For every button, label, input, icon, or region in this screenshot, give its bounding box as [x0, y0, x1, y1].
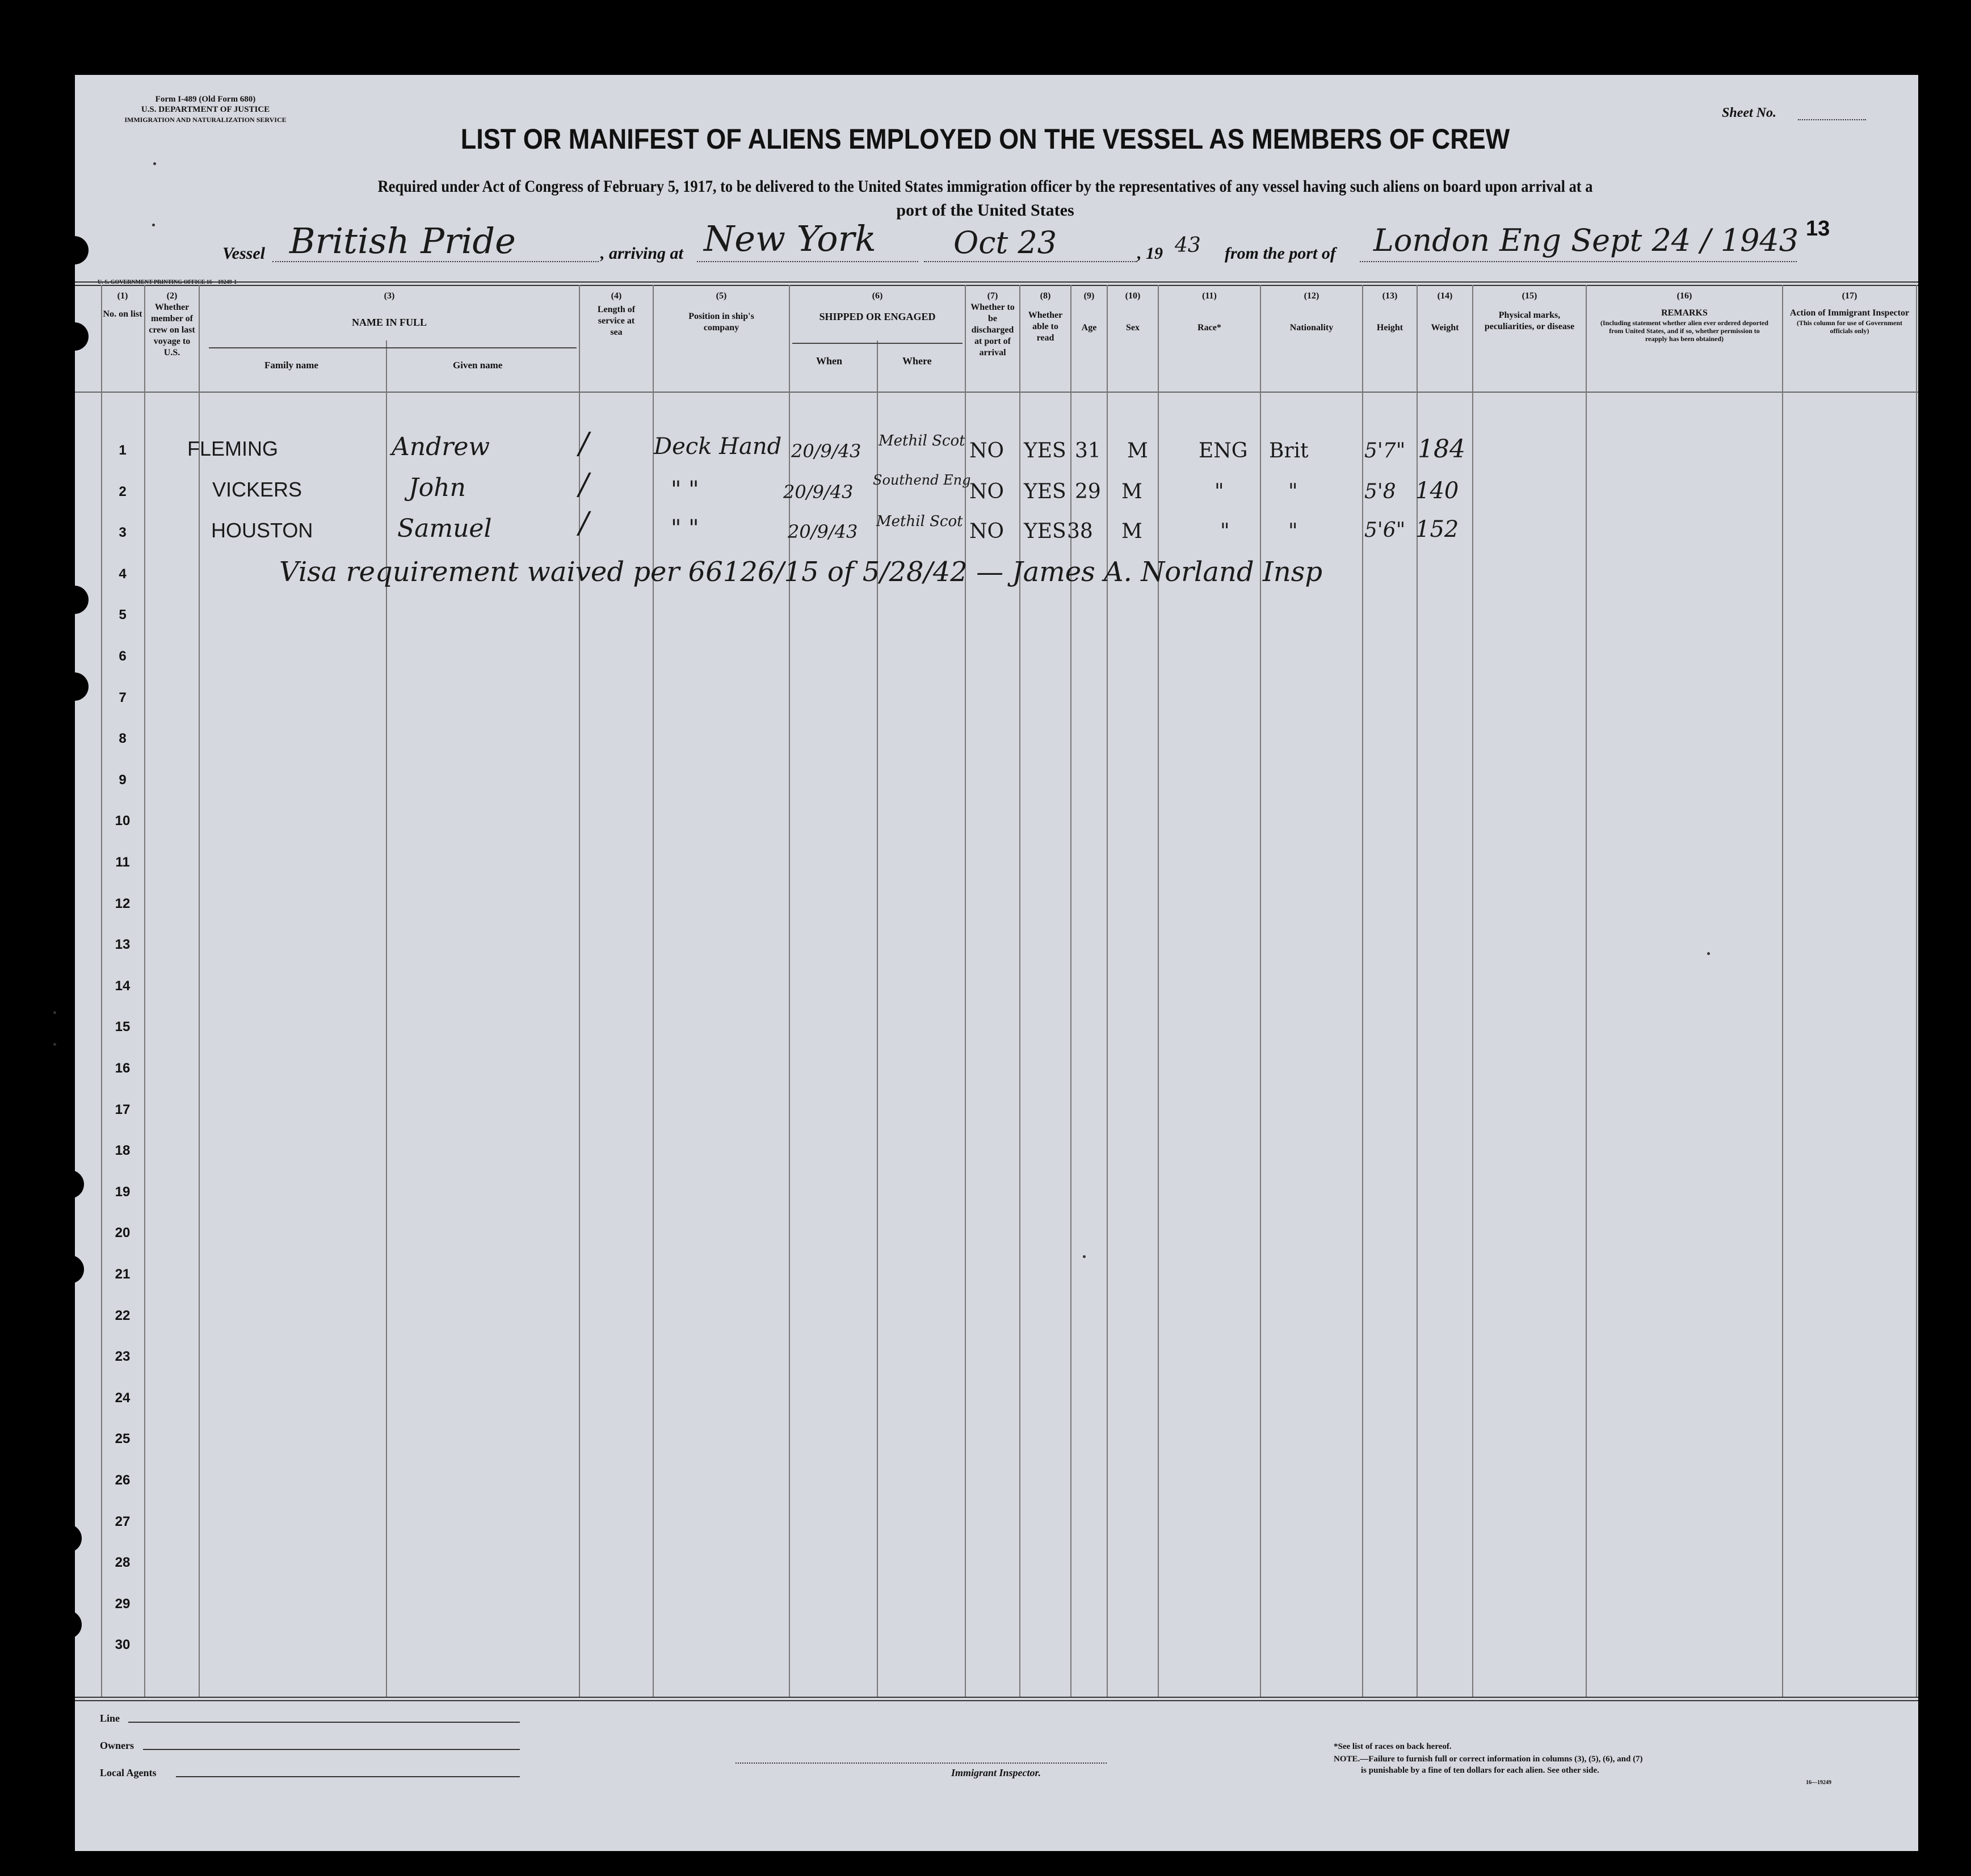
sheet-number: 13 — [1806, 217, 1830, 241]
row-number: 16 — [115, 1061, 131, 1076]
family-name-header: Family name — [264, 360, 318, 371]
column-header-6: (6) SHIPPED OR ENGAGED — [819, 291, 936, 322]
race-cell: ENG — [1199, 439, 1248, 462]
nationality-cell: Brit — [1269, 439, 1309, 462]
given-name-cell: Samuel — [397, 514, 492, 543]
page-title: LIST OR MANIFEST OF ALIENS EMPLOYED ON THE VESSEL AS MEMBERS OF CREW — [460, 123, 1510, 155]
column-header-11: (11) Race* — [1197, 291, 1221, 333]
height-cell: 5'7" — [1364, 439, 1406, 462]
punch-hole — [56, 1170, 84, 1198]
arrival-date: Oct 23 — [953, 225, 1057, 260]
agents-rule — [176, 1776, 520, 1777]
column-header-17: (17) Action of Immigrant Inspector (This column for use of Government officials only) — [1789, 291, 1910, 335]
where-cell: Southend Eng — [873, 472, 971, 488]
when-cell: 20/9/43 — [791, 440, 861, 462]
discharged-cell: NO — [969, 439, 1005, 462]
age-cell: 38 — [1067, 520, 1093, 543]
departure-port: London Eng Sept 24 / 1943 — [1373, 222, 1799, 258]
age-cell: 29 — [1075, 480, 1101, 503]
row-number: 21 — [115, 1267, 131, 1282]
column-header-8: (8) Whether able to read — [1028, 291, 1063, 343]
name-subheader-rule — [209, 347, 577, 348]
row-number: 29 — [115, 1596, 131, 1612]
vessel-label: Vessel — [222, 244, 265, 263]
arriving-port: New York — [704, 218, 876, 259]
header-bottom-rule — [75, 392, 1918, 393]
punch-hole — [53, 1610, 82, 1639]
subtitle-line-1: Required under Act of Congress of February 5, 1917, to be delivered to the United States immigration officer by the representatives of any vessel having such aliens on board upon arrival at a — [377, 177, 1593, 196]
nationality-cell: " — [1288, 520, 1298, 543]
given-name-cell: John — [409, 473, 466, 502]
service-name: IMMIGRATION AND NATURALIZATION SERVICE — [124, 116, 287, 124]
position-cell: Deck Hand — [654, 434, 782, 460]
family-name-cell: VICKERS — [212, 478, 302, 501]
column-header-14: (14) Weight — [1431, 291, 1459, 333]
column-line — [144, 285, 145, 1697]
sheet-line — [1798, 119, 1866, 120]
service-cell: / — [579, 506, 589, 540]
service-cell: / — [579, 427, 589, 461]
when-header: When — [816, 355, 843, 367]
column-line — [1260, 285, 1261, 1697]
table-bottom-rule — [75, 1697, 1918, 1698]
subtitle-line-2: port of the United States — [896, 201, 1074, 220]
discharged-cell: NO — [969, 480, 1005, 503]
visa-waiver-note: Visa requirement waived per 66126/15 of 5/28/42 — James A. Norland Insp — [279, 556, 1323, 588]
column-line — [1107, 285, 1108, 1697]
punch-hole — [60, 586, 89, 614]
arriving-line — [697, 261, 918, 262]
fine-note-line-2: is punishable by a fine of ten dollars for each alien. See other side. — [1361, 1766, 1599, 1775]
year-prefix: , 19 — [1137, 244, 1163, 263]
row-number: 6 — [119, 649, 127, 664]
race-cell: " — [1214, 480, 1224, 503]
given-name-header: Given name — [453, 360, 503, 371]
column-header-13: (13) Height — [1376, 291, 1403, 333]
family-name-cell: HOUSTON — [211, 519, 313, 542]
date-line — [924, 261, 1137, 262]
row-number: 15 — [115, 1019, 131, 1034]
owners-rule — [143, 1749, 520, 1750]
line-label: Line — [100, 1713, 120, 1724]
position-cell: " " — [671, 477, 699, 503]
stray-mark — [53, 1043, 56, 1046]
column-header-7: (7) Whether to be discharged at port of arrival — [970, 291, 1015, 357]
stray-mark — [1083, 1255, 1086, 1258]
column-header-12: (12) Nationality — [1289, 291, 1334, 333]
read-cell: YES — [1024, 439, 1066, 462]
row-number: 4 — [119, 566, 127, 582]
column-header-1: (1) No. on list — [103, 291, 142, 319]
row-number: 20 — [115, 1225, 131, 1240]
height-cell: 5'6" — [1364, 519, 1406, 542]
row-number: 17 — [115, 1102, 131, 1117]
read-cell: YES — [1024, 520, 1066, 543]
column-header-15: (15) Physical marks, peculiarities, or disease — [1484, 291, 1575, 331]
column-header-3: (3) NAME IN FULL — [351, 291, 427, 328]
column-line — [877, 340, 878, 1697]
shipped-subheader-rule — [792, 343, 963, 344]
department-name: U.S. DEPARTMENT OF JUSTICE — [141, 105, 270, 114]
weight-cell: 152 — [1415, 516, 1459, 542]
sheet-label: Sheet No. — [1722, 106, 1776, 120]
stray-mark — [153, 162, 156, 165]
inspector-signature-line — [736, 1763, 1107, 1764]
when-cell: 20/9/43 — [783, 481, 854, 503]
column-line — [1070, 285, 1071, 1697]
row-number: 12 — [115, 896, 131, 911]
row-number: 19 — [115, 1184, 131, 1200]
race-cell: " — [1220, 520, 1230, 543]
row-number: 10 — [115, 813, 131, 828]
from-line — [1360, 261, 1797, 262]
row-number: 9 — [119, 772, 127, 788]
stray-mark — [53, 1011, 56, 1014]
punch-hole — [60, 672, 89, 701]
stray-mark — [152, 224, 155, 226]
row-number: 7 — [119, 690, 127, 705]
column-line — [199, 285, 200, 1697]
row-number: 2 — [119, 484, 127, 499]
row-number: 18 — [115, 1143, 131, 1158]
column-header-10: (10) Sex — [1125, 291, 1141, 333]
inspector-label: Immigrant Inspector. — [951, 1767, 1041, 1778]
row-number: 30 — [115, 1637, 131, 1652]
local-agents-label: Local Agents — [100, 1767, 157, 1778]
when-cell: 20/9/43 — [788, 521, 858, 542]
arriving-label: , arriving at — [600, 244, 683, 263]
row-number: 8 — [119, 731, 127, 746]
row-number: 1 — [119, 443, 127, 458]
punch-hole — [53, 1524, 82, 1553]
column-header-16: (16) REMARKS (Including statement whether alien ever ordered deported from United States, and if so, whether permission to reapply has been obtained) — [1600, 291, 1768, 343]
height-cell: 5'8 — [1364, 480, 1396, 503]
column-line — [1362, 285, 1363, 1697]
weight-cell: 140 — [1415, 478, 1459, 504]
where-cell: Methil Scot — [876, 513, 963, 530]
sex-cell: M — [1121, 520, 1142, 543]
column-header-5: (5) Position in ship's company — [688, 291, 754, 333]
column-line — [965, 285, 966, 1697]
position-cell: " " — [671, 515, 699, 541]
punch-hole — [60, 322, 89, 351]
row-number: 11 — [115, 855, 130, 870]
weight-cell: 184 — [1418, 435, 1465, 464]
fine-note-line-1: NOTE.—Failure to furnish full or correct information in columns (3), (5), (6), and (7) — [1334, 1755, 1643, 1764]
column-line — [1019, 285, 1020, 1697]
sex-cell: M — [1127, 439, 1148, 462]
column-line — [1472, 285, 1473, 1697]
line-rule — [128, 1722, 520, 1723]
vessel-name: British Pride — [289, 220, 516, 262]
row-number: 5 — [119, 607, 127, 622]
from-label: from the port of — [1225, 244, 1336, 263]
form-id: Form I-489 (Old Form 680) — [155, 95, 256, 104]
row-number: 25 — [115, 1431, 131, 1446]
where-cell: Methil Scot — [879, 432, 965, 449]
row-number: 13 — [115, 937, 131, 952]
read-cell: YES — [1024, 480, 1066, 503]
row-number: 23 — [115, 1349, 131, 1364]
given-name-cell: Andrew — [392, 432, 490, 461]
nationality-cell: " — [1288, 480, 1298, 503]
owners-label: Owners — [100, 1740, 134, 1751]
stray-mark — [1707, 952, 1710, 955]
sex-cell: M — [1121, 480, 1142, 503]
column-header-9: (9) Age — [1081, 291, 1097, 333]
column-line — [1782, 285, 1783, 1697]
where-header: Where — [902, 355, 932, 367]
table-top-rule — [75, 281, 1918, 283]
punch-hole — [60, 236, 89, 264]
table-top-rule — [75, 285, 1918, 286]
column-header-4: (4) Length of service at sea — [597, 291, 636, 337]
row-number: 27 — [115, 1514, 131, 1529]
age-cell: 31 — [1075, 439, 1101, 462]
table-bottom-rule — [75, 1700, 1918, 1701]
family-name-cell: FLEMING — [187, 437, 279, 460]
column-line — [1916, 285, 1917, 1697]
row-number: 22 — [115, 1308, 131, 1323]
column-header-2: (2) Whether member of crew on last voyage to U.S. — [149, 291, 195, 357]
row-number: 28 — [115, 1555, 131, 1570]
column-line — [1158, 285, 1159, 1697]
arrival-year: 43 — [1175, 234, 1201, 257]
row-number: 26 — [115, 1473, 131, 1488]
column-line — [386, 340, 387, 1697]
row-number: 14 — [115, 978, 131, 994]
column-line — [1586, 285, 1587, 1697]
discharged-cell: NO — [969, 520, 1005, 543]
service-cell: / — [579, 468, 589, 502]
punch-hole — [56, 1255, 84, 1284]
row-number: 3 — [119, 525, 127, 540]
races-note: *See list of races on back hereof. — [1334, 1742, 1452, 1751]
row-number: 24 — [115, 1390, 131, 1406]
form-code: 16—19249 — [1806, 1780, 1831, 1786]
column-line — [653, 285, 654, 1697]
